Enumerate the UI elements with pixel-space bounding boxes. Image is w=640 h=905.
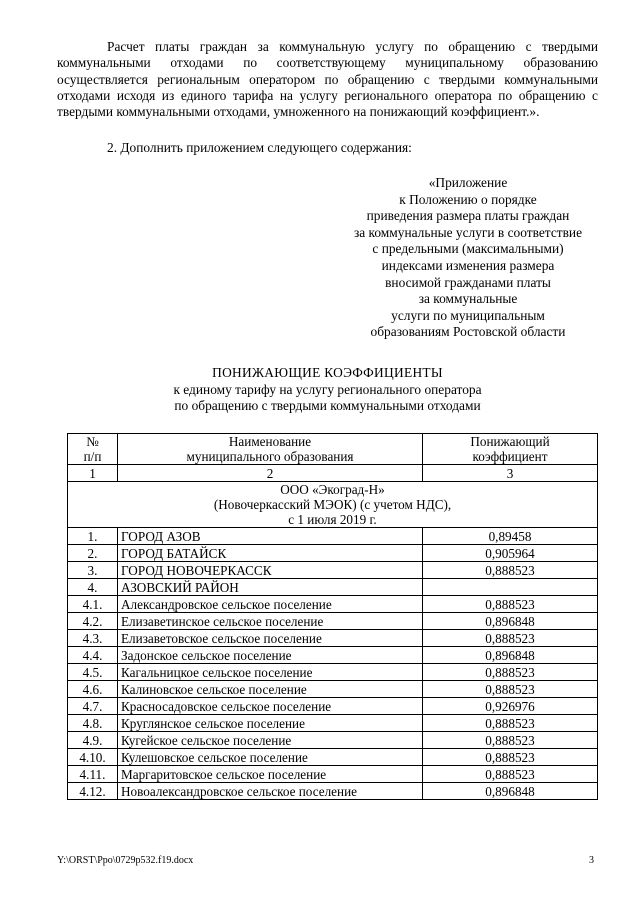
row-municipality: Елизаветовское сельское поселение [118, 630, 423, 647]
row-coefficient: 0,888523 [423, 681, 598, 698]
row-coefficient: 0,926976 [423, 698, 598, 715]
row-municipality: Новоалександровское сельское поселение [118, 783, 423, 800]
group-line: ООО «Экоград-Н» [280, 482, 385, 497]
column-numbers-row [68, 465, 598, 482]
row-coefficient: 0,896848 [423, 647, 598, 664]
row-municipality: Калиновское сельское поселение [118, 681, 423, 698]
appendix-line: к Положению о порядке [399, 191, 537, 207]
row-coefficient: 0,888523 [423, 664, 598, 681]
table-body [68, 528, 598, 800]
table-row [68, 664, 598, 681]
header-text: муниципального образования [186, 449, 354, 464]
row-municipality: Красносадовское сельское поселение [118, 698, 423, 715]
title-subtitle: к единому тарифу на услугу регионального оператора [173, 381, 482, 397]
column-number: 3 [423, 465, 598, 482]
title-main: ПОНИЖАЮЩИЕ КОЭФФИЦИЕНТЫ [212, 365, 443, 380]
table-row [68, 766, 598, 783]
table-row [68, 732, 598, 749]
row-number: 4.9. [68, 732, 118, 749]
operator-group-cell [68, 482, 598, 528]
coefficients-table [67, 433, 598, 800]
row-municipality: Александровское сельское поселение [118, 596, 423, 613]
row-coefficient [423, 579, 598, 596]
header-text: № [86, 434, 99, 449]
appendix-line: приведения размера платы граждан [366, 208, 570, 224]
row-number: 4.11. [68, 766, 118, 783]
row-number: 4.12. [68, 783, 118, 800]
appendix-line: за коммунальные услуги в соответствие [353, 224, 583, 240]
row-number: 1. [68, 528, 118, 545]
appendix-line: услуги по муниципальным [391, 307, 545, 323]
row-municipality: ГОРОД НОВОЧЕРКАССК [118, 562, 423, 579]
row-municipality: Кугейское сельское поселение [118, 732, 423, 749]
row-municipality: АЗОВСКИЙ РАЙОН [118, 579, 423, 596]
footer-page-number: 3 [589, 855, 594, 866]
header-text: Наименование [228, 434, 312, 449]
row-coefficient: 0,89458 [423, 528, 598, 545]
column-number: 1 [68, 465, 118, 482]
table-header-row [68, 434, 598, 465]
title-subtitle: по обращению с твердыми коммунальными отходами [174, 398, 481, 414]
header-text: коэффициент [472, 449, 548, 464]
column-number: 2 [118, 465, 423, 482]
row-number: 4.5. [68, 664, 118, 681]
paragraph-payment-calculation: Расчет платы граждан за коммунальную услугу по обращению с твердыми коммунальными отходами по соответствующему муниципальному образованию осуществляется региональным оператором по обращению с твердыми коммунальными отходами исходя из единого тарифа на услугу регионального оператора по обращению с твердыми коммунальными отходами, умноженного на понижающий коэффициент.». [57, 39, 598, 120]
header-text: п/п [83, 449, 102, 464]
group-line: (Новочеркасский МЭОК) (с учетом НДС), [213, 497, 452, 512]
row-municipality: Задонское сельское поселение [118, 647, 423, 664]
paragraph-add-appendix: 2. Дополнить приложением следующего содержания: [107, 140, 412, 155]
row-number: 4.1. [68, 596, 118, 613]
row-number: 4.3. [68, 630, 118, 647]
row-municipality: Елизаветинское сельское поселение [118, 613, 423, 630]
row-municipality: Кулешовское сельское поселение [118, 749, 423, 766]
row-coefficient: 0,888523 [423, 630, 598, 647]
appendix-line: с предельными (максимальными) [372, 241, 564, 257]
table-row [68, 715, 598, 732]
row-number: 2. [68, 545, 118, 562]
table-row [68, 562, 598, 579]
appendix-line: «Приложение [428, 175, 508, 190]
row-number: 4.6. [68, 681, 118, 698]
row-number: 4.10. [68, 749, 118, 766]
operator-group-row [68, 482, 598, 528]
table-row [68, 630, 598, 647]
row-municipality: Круглянское сельское поселение [118, 715, 423, 732]
appendix-line: вносимой гражданами платы [385, 274, 551, 290]
row-number: 4.7. [68, 698, 118, 715]
table-row [68, 698, 598, 715]
appendix-header [322, 175, 614, 341]
row-coefficient: 0,888523 [423, 732, 598, 749]
header-number [68, 434, 118, 465]
group-line: с 1 июля 2019 г. [288, 512, 377, 527]
table-row [68, 749, 598, 766]
header-coefficient [423, 434, 598, 465]
table-row [68, 596, 598, 613]
row-coefficient: 0,905964 [423, 545, 598, 562]
row-coefficient: 0,888523 [423, 596, 598, 613]
row-municipality: ГОРОД АЗОВ [118, 528, 423, 545]
row-coefficient: 0,888523 [423, 766, 598, 783]
row-municipality: Маргаритовское сельское поселение [118, 766, 423, 783]
table-row [68, 545, 598, 562]
row-number: 4.2. [68, 613, 118, 630]
header-municipality [118, 434, 423, 465]
table-row [68, 647, 598, 664]
row-coefficient: 0,888523 [423, 749, 598, 766]
appendix-line: за коммунальные [418, 291, 518, 307]
table-row [68, 528, 598, 545]
footer-file-path: Y:\ORST\Ppo\0729p532.f19.docx [57, 855, 194, 866]
row-coefficient: 0,896848 [423, 783, 598, 800]
header-text: Понижающий [470, 434, 550, 449]
appendix-line: образованиям Ростовской области [370, 324, 566, 340]
appendix-line: индексами изменения размера [381, 257, 555, 273]
table-row [68, 613, 598, 630]
table-row [68, 783, 598, 800]
row-coefficient: 0,888523 [423, 715, 598, 732]
row-municipality: ГОРОД БАТАЙСК [118, 545, 423, 562]
row-coefficient: 0,888523 [423, 562, 598, 579]
table-title [57, 365, 598, 415]
row-number: 4.8. [68, 715, 118, 732]
table-row [68, 681, 598, 698]
row-municipality: Кагальницкое сельское поселение [118, 664, 423, 681]
row-coefficient: 0,896848 [423, 613, 598, 630]
row-number: 4.4. [68, 647, 118, 664]
row-number: 4. [68, 579, 118, 596]
table-row [68, 579, 598, 596]
row-number: 3. [68, 562, 118, 579]
